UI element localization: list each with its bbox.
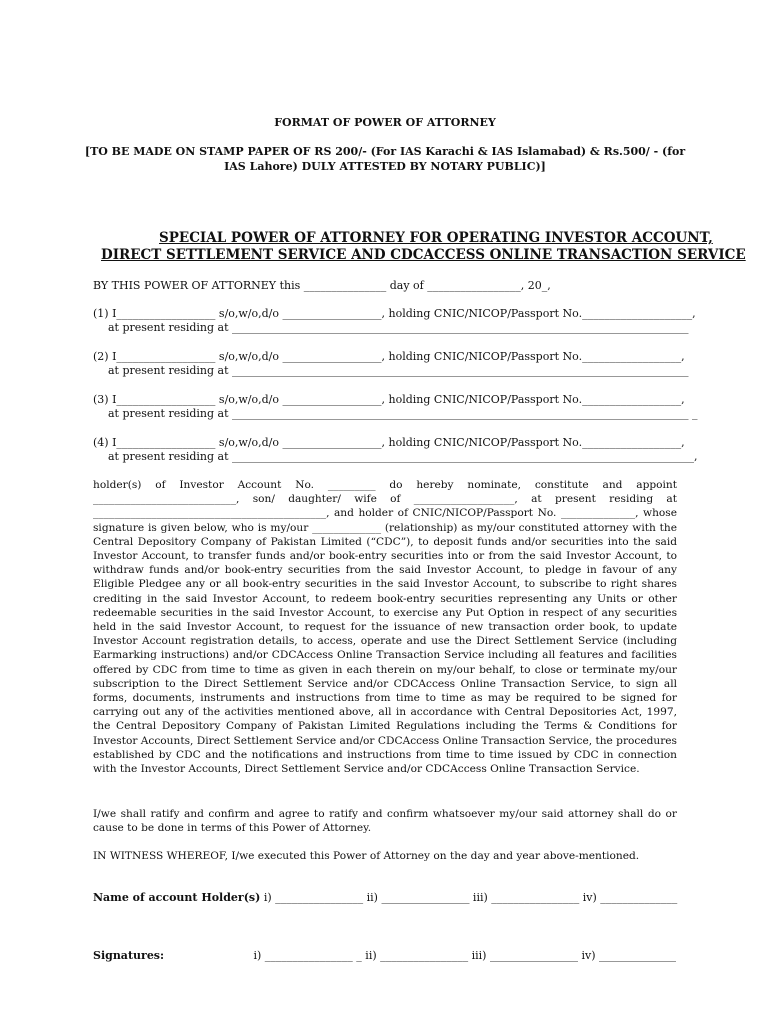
holder-4-line-1: (4) I__________________ s/o,w/o,d/o __________________, holding CNIC/NICOP/Passport No.__________________, bbox=[93, 436, 685, 449]
document-heading-line-2: DIRECT SETTLEMENT SERVICE AND CDCACCESS ONLINE TRANSACTION SERVICE bbox=[101, 247, 746, 263]
document-heading-line-1: SPECIAL POWER OF ATTORNEY FOR OPERATING INVESTOR ACCOUNT, bbox=[159, 230, 713, 246]
holder-4-line-2: at present residing at ____________________________________________________________________________________, bbox=[108, 450, 698, 463]
signatures-label: Signatures: bbox=[93, 949, 165, 962]
appointment-paragraph: holder(s) of Investor Account No. _________ do hereby nominate, constitute and appoint ___________________________, son/ daughter/ wife of ___________________, at present residing at ____________________________________________, and holder of CNIC/NICOP/Passport No. ______________, whose signature is given below, who is my/our _____________ (relationship) as my/our constituted attorney with the Central Depository Company of Pakistan Limited (“CDC”), to deposit funds and/or securities into the said Investor Account, to transfer funds and/or book-entry securities into or from the said Investor Account, to withdraw funds and/or book-entry securities from the said Investor Account, to pledge in favour of any Eligible Pledgee any or all book-entry securities in the said Investor Account, to subscribe to right shares crediting in the said Investor Account, to redeem book-entry securities representing any Units or other redeemable securities in the said Investor Account, to exercise any Put Option in respect of any securities held in the said Investor Account, to request for the issuance of new transaction order book, to update Investor Account registration details, to access, operate and use the Direct Settlement Service (including Earmarking instructions) and/or CDCAccess Online Transaction Service including all features and facilities offered by CDC from time to time as given in each therein on my/our behalf, to close or terminate my/our subscription to the Direct Settlement Service and/or CDCAccess Online Transaction Service, to sign all forms, documents, instruments and instructions from time to time as may be required to be signed for carrying out any of the activities mentioned above, all in accordance with Central Depositories Act, 1997, the Central Depository Company of Pakistan Limited Regulations including the Terms & Conditions for Investor Accounts, Direct Settlement Service and/or CDCAccess Online Transaction Service, the procedures established by CDC and the notifications and instructions from time to time issued by CDC in connection with the Investor Accounts, Direct Settlement Service and/or CDCAccess Online Transaction Service. bbox=[93, 479, 677, 776]
holder-3-line-2: at present residing at ___________________________________________________________________________________ _ bbox=[108, 407, 698, 420]
stamp-instruction-line-1: [TO BE MADE ON STAMP PAPER OF RS 200/- (For IAS Karachi & IAS Islamabad) & Rs.500/ - (for bbox=[84, 145, 686, 158]
signatures-row bbox=[93, 949, 676, 963]
account-holder-names-row bbox=[93, 891, 677, 905]
witness-paragraph: IN WITNESS WHEREOF, I/we executed this Power of Attorney on the day and year above-mentioned. bbox=[93, 850, 640, 862]
holder-2-line-2: at present residing at ___________________________________________________________________________________ bbox=[108, 364, 689, 377]
intro-line: BY THIS POWER OF ATTORNEY this _______________ day of _________________, 20_, bbox=[93, 279, 551, 292]
account-holder-names-fields: i) ________________ ii) ________________ iii) ________________ iv) ______________ bbox=[263, 891, 678, 904]
stamp-instruction-line-2: IAS Lahore) DULY ATTESTED BY NOTARY PUBLIC)] bbox=[224, 160, 546, 173]
ratify-paragraph: I/we shall ratify and confirm and agree to ratify and confirm whatsoever my/our said attorney shall do or cause to be done in terms of this Power of Attorney. bbox=[93, 808, 677, 835]
holder-3-line-1: (3) I__________________ s/o,w/o,d/o __________________, holding CNIC/NICOP/Passport No.__________________, bbox=[93, 393, 685, 406]
holder-1-line-1: (1) I__________________ s/o,w/o,d/o __________________, holding CNIC/NICOP/Passport No.____________________, bbox=[93, 307, 696, 320]
account-holder-names-label: Name of account Holder(s) bbox=[93, 891, 261, 904]
format-title: FORMAT OF POWER OF ATTORNEY bbox=[274, 116, 496, 129]
holder-1-line-2: at present residing at ___________________________________________________________________________________ bbox=[108, 321, 689, 334]
signatures-fields: i) ________________ _ ii) ________________ iii) ________________ iv) ______________ bbox=[253, 949, 676, 962]
holder-2-line-1: (2) I__________________ s/o,w/o,d/o __________________, holding CNIC/NICOP/Passport No.__________________, bbox=[93, 350, 685, 363]
